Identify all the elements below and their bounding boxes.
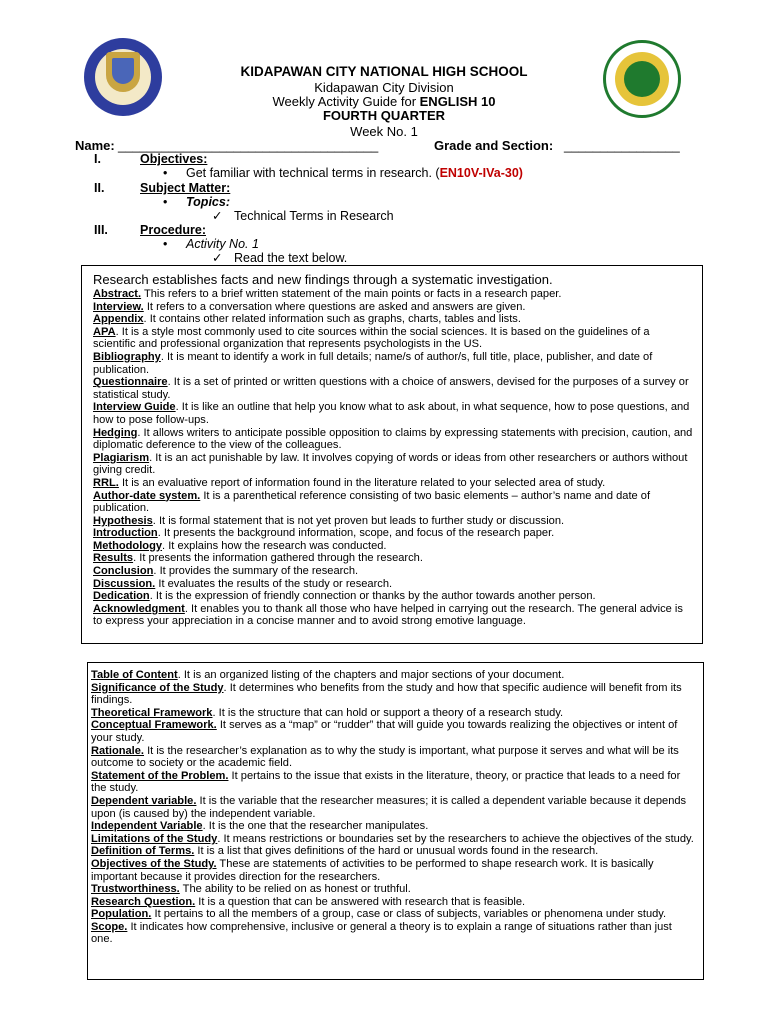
term-definition: . It determines who benefits from the study and how that specific audience will benefit from its findings. xyxy=(91,681,682,707)
objective-item: Get familiar with technical terms in research. (EN10V-IVa-30) xyxy=(186,166,523,180)
term-title: APA xyxy=(93,325,116,338)
term-definition: . It presents the information gathered through the research. xyxy=(133,552,423,565)
term-title: Methodology xyxy=(93,539,163,552)
term-title: Definition of Terms. xyxy=(91,845,195,858)
term-title: Conclusion xyxy=(93,565,154,578)
subject-matter-heading: Subject Matter: xyxy=(140,181,231,195)
term-definition: . It provides the summary of the research. xyxy=(153,565,359,578)
term-entry xyxy=(91,896,696,909)
competency-code: EN10V-IVa-30 xyxy=(439,166,519,180)
term-entry xyxy=(93,578,693,591)
term-definition: The ability to be relied on as honest or truthful. xyxy=(179,883,411,896)
term-entry xyxy=(91,858,696,883)
terms-list-2 xyxy=(91,669,696,946)
term-title: Appendix xyxy=(93,313,144,326)
check-icon: ✓ xyxy=(212,251,223,265)
term-title: Statement of the Problem. xyxy=(91,769,229,782)
term-definition: . It means restrictions or boundaries set by the researchers to achieve the objectives of the study. xyxy=(217,832,694,845)
term-definition: . It allows writers to anticipate possible opposition to claims by expressing statements with precision, caution, and diplomatic deference to the view of the colleagues. xyxy=(93,426,693,452)
term-definition: . It is like an outline that help you know what to ask about, in what sequence, how to pose questions, and how to pose follow-ups. xyxy=(93,401,690,426)
term-definition: . It is a style most commonly used to cite sources within the social sciences. It is based on the guidelines of a scientific and professional organization that represents psychologists in the US. xyxy=(93,325,650,351)
term-entry xyxy=(91,845,696,858)
term-definition: . It is meant to identify a work in full details; name/s of author/s, full title, place, publisher, and date of publication. xyxy=(93,350,653,376)
term-title: Author-date system. xyxy=(93,489,201,502)
term-definition: It is a parenthetical reference consisting of two basic elements – author’s name and date of publication. xyxy=(93,489,651,515)
procedure-heading: Procedure: xyxy=(140,223,206,237)
term-entry xyxy=(93,301,693,314)
term-definition: It is a list that gives definitions of the hard or unusual words found in the research. xyxy=(194,845,599,858)
term-definition: It indicates how comprehensive, inclusive or general a theory is to explain a range of situations rather than just one. xyxy=(91,920,672,946)
name-label: Name: xyxy=(75,138,115,153)
term-definition: . It is the structure that can hold or support a theory of a research study. xyxy=(212,706,564,719)
term-entry xyxy=(91,820,696,833)
term-title: Scope. xyxy=(91,920,128,933)
term-title: Significance of the Study xyxy=(91,681,224,694)
term-definition: . It is an organized listing of the chapters and major sections of your document. xyxy=(177,669,565,681)
term-entry xyxy=(91,833,696,846)
term-title: Plagiarism xyxy=(93,451,150,464)
term-definition: . It is formal statement that is not yet proven but leads to further study or discussion. xyxy=(152,514,565,527)
term-title: Discussion. xyxy=(93,577,156,590)
term-definition: . It enables you to thank all those who have helped in carrying out the research. The general advice is to express your appreciation in a concise manner and to avoid strong emotive language. xyxy=(93,602,683,628)
term-title: Results xyxy=(93,552,134,565)
term-entry xyxy=(93,590,693,603)
term-title: Hedging xyxy=(93,426,138,439)
term-entry xyxy=(91,770,696,795)
topic-item: Technical Terms in Research xyxy=(234,209,394,223)
term-definition: . It presents the background information, scope, and focus of the research paper. xyxy=(157,527,555,540)
term-definition: It serves as a “map” or “rudder” that will guide you towards realizing the objectives or intent of your study. xyxy=(91,719,678,744)
term-title: Population. xyxy=(91,908,152,921)
term-entry xyxy=(93,540,693,553)
term-title: Introduction xyxy=(93,527,158,540)
quarter-label: FOURTH QUARTER xyxy=(322,108,446,123)
term-entry xyxy=(93,452,693,477)
term-definition: . It is a set of printed or written questions with a choice of answers, devised for the purposes of a survey or statistical study. xyxy=(93,376,689,401)
term-title: Table of Content xyxy=(91,669,178,681)
term-entry xyxy=(93,313,693,326)
check-icon: ✓ xyxy=(212,209,223,223)
term-entry xyxy=(93,376,693,401)
term-entry xyxy=(91,883,696,896)
grade-section-field[interactable]: ________________ xyxy=(564,138,680,153)
guide-title: Weekly Activity Guide for ENGLISH 10 xyxy=(272,94,496,109)
term-entry xyxy=(93,490,693,515)
terms-list-1 xyxy=(93,288,693,628)
box-intro-text: Research establishes facts and new findings through a systematic investigation. xyxy=(93,272,553,287)
bullet-icon: • xyxy=(163,195,168,209)
term-title: RRL. xyxy=(93,476,119,489)
term-entry xyxy=(93,552,693,565)
name-field[interactable]: ____________________________________ xyxy=(118,138,379,153)
term-definition: It is a question that can be answered with research that is feasible. xyxy=(195,895,526,908)
term-title: Limitations of the Study xyxy=(91,832,218,845)
term-title: Research Question. xyxy=(91,895,196,908)
term-entry xyxy=(93,427,693,452)
term-title: Interview Guide xyxy=(93,401,176,414)
term-entry xyxy=(91,745,696,770)
term-title: Independent Variable xyxy=(91,820,203,833)
term-title: Conceptual Framework. xyxy=(91,719,217,732)
school-name: KIDAPAWAN CITY NATIONAL HIGH SCHOOL xyxy=(240,64,528,79)
term-entry xyxy=(93,326,693,351)
topics-label: Topics: xyxy=(186,195,230,209)
term-title: Dependent variable. xyxy=(91,794,197,807)
term-definition: . It is an act punishable by law. It involves copying of words or ideas from other researchers or authors without giving credit. xyxy=(93,451,688,477)
grade-section-label: Grade and Section: xyxy=(434,138,554,153)
term-entry xyxy=(93,515,693,528)
term-definition: . It contains other related information such as graphs, charts, tables and lists. xyxy=(143,313,521,326)
term-title: Theoretical Framework xyxy=(91,706,213,719)
term-entry xyxy=(91,921,696,946)
term-definition: It is the researcher’s explanation as to why the study is important, what purpose it serves and what will be its outcome to society or the academic field. xyxy=(91,744,679,770)
activity-instruction: Read the text below. xyxy=(234,251,348,265)
term-title: Acknowledgment xyxy=(93,602,185,615)
term-title: Dedication xyxy=(93,590,150,603)
term-entry xyxy=(91,795,696,820)
term-definition: These are statements of activities to be performed to shape research work. It is basically important because it provides direction for the researchers. xyxy=(91,857,654,883)
section-ii-number: II. xyxy=(94,181,105,195)
term-title: Questionnaire xyxy=(93,376,168,389)
section-iii-number: III. xyxy=(94,223,108,237)
bullet-icon: • xyxy=(163,237,168,251)
term-title: Rationale. xyxy=(91,744,145,757)
term-definition: . It is the expression of friendly connection or thanks by the author towards another person. xyxy=(149,590,596,603)
term-title: Interview. xyxy=(93,300,144,313)
term-definition: It pertains to all the members of a group, case or class of subjects, variables or phenomena under study. xyxy=(151,908,667,921)
objectives-heading: Objectives: xyxy=(140,152,208,166)
activity-label: Activity No. 1 xyxy=(186,237,259,251)
term-title: Trustworthiness. xyxy=(91,883,180,896)
subject-name: ENGLISH 10 xyxy=(419,94,496,109)
term-definition: It pertains to the issue that exists in the literature, theory, or practice that leads to a need for the study. xyxy=(91,769,681,795)
term-definition: This refers to a brief written statement of the main points or facts in a research paper. xyxy=(141,288,562,300)
week-label: Week No. 1 xyxy=(350,124,418,139)
term-entry xyxy=(93,351,693,376)
term-title: Bibliography xyxy=(93,350,161,363)
division-name: Kidapawan City Division xyxy=(314,80,454,95)
term-entry xyxy=(93,477,693,490)
term-title: Abstract. xyxy=(93,288,142,300)
term-entry xyxy=(93,527,693,540)
term-entry xyxy=(91,707,696,720)
term-entry xyxy=(93,603,693,628)
term-entry xyxy=(93,565,693,578)
term-definition: It refers to a conversation where questions are asked and answers are given. xyxy=(143,300,526,313)
term-entry xyxy=(93,401,693,426)
term-title: Objectives of the Study. xyxy=(91,857,217,870)
term-definition: . It is the one that the researcher manipulates. xyxy=(202,820,429,833)
bullet-icon: • xyxy=(163,166,168,180)
term-title: Hypothesis xyxy=(93,514,153,527)
term-entry xyxy=(91,682,696,707)
term-entry xyxy=(93,288,693,301)
term-entry xyxy=(91,719,696,744)
term-definition: . It explains how the research was conducted. xyxy=(162,539,387,552)
section-i-number: I. xyxy=(94,152,101,166)
term-definition: It is an evaluative report of information found in the literature related to your selected area of study. xyxy=(118,476,606,489)
term-entry xyxy=(91,669,696,682)
term-definition: It evaluates the results of the study or research. xyxy=(155,577,393,590)
term-definition: It is the variable that the researcher measures; it is called a dependent variable because it depends upon (is caused by) the independent variable. xyxy=(91,794,687,820)
term-entry xyxy=(91,908,696,921)
